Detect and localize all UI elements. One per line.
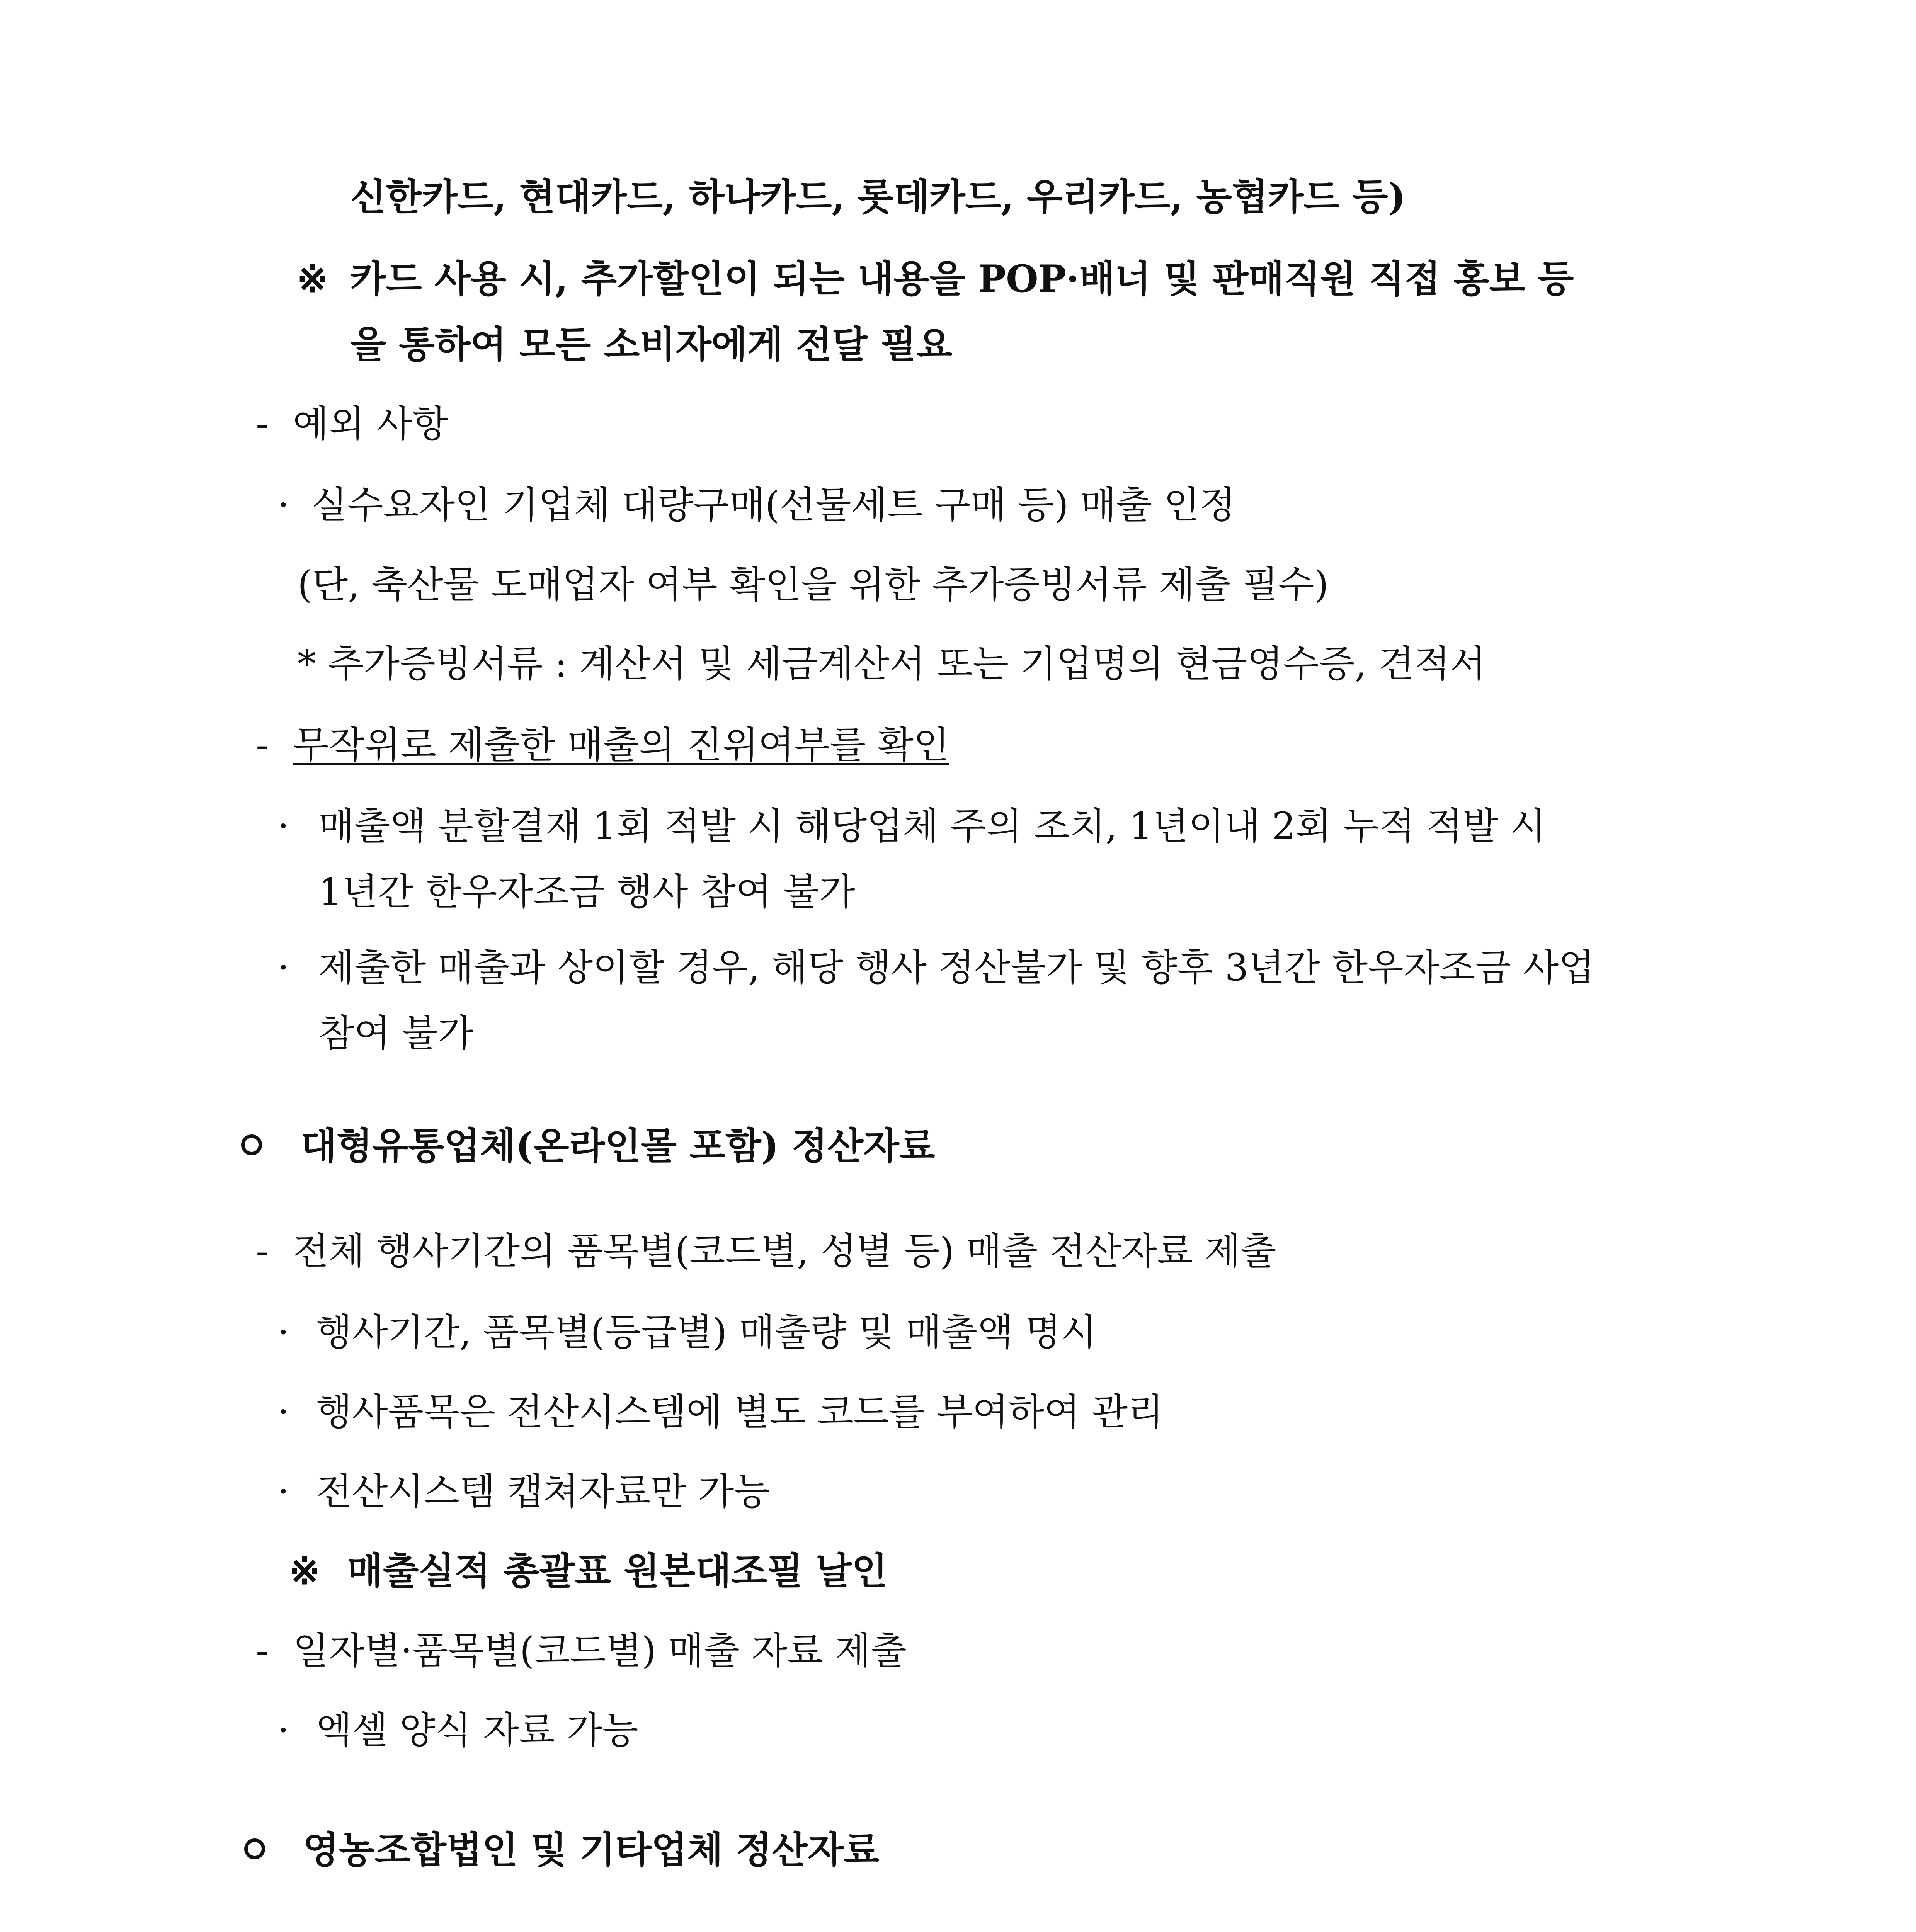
section-title-large-retail: 대형유통업체(온라인몰 포함) 정산자료 [301, 1124, 935, 1168]
exception-item-1-cont: (단, 축산물 도매업자 여부 확인을 위한 추가증빙서류 제출 필수) [298, 563, 1329, 606]
random-check-item-1-line-2: 1년간 한우자조금 행사 참여 불가 [318, 870, 855, 913]
cards-line: 신한카드, 현대카드, 하나카드, 롯데카드, 우리카드, 농협카드 등) [350, 175, 1406, 219]
farm-corp-item-1 [293, 1928, 1321, 1932]
exception-item-1-note: * 추가증빙서류 : 계산서 및 세금계산서 또는 기업명의 현금영수증, 견적서 [298, 642, 1486, 685]
large-retail-sub-3: 전산시스템 캡쳐자료만 가능 [316, 1470, 770, 1513]
dash-marker: - [256, 1230, 269, 1273]
dot-marker: · [277, 483, 289, 527]
note-mark: ※ [297, 257, 328, 301]
section-bullet-circle [244, 1838, 265, 1859]
dot-marker: · [277, 1470, 289, 1513]
card-note-line-1: 카드 사용 시, 추가할인이 되는 내용을 POP·배너 및 판매직원 직접 홍보 등 [350, 257, 1574, 301]
dot-marker: · [277, 804, 289, 848]
large-retail-sub-4: 엑셀 양식 자료 가능 [316, 1709, 638, 1752]
random-check-heading: 무작위로 제출한 매출의 진위여부를 확인 [293, 723, 949, 767]
section-bullet-circle [241, 1134, 262, 1155]
dot-marker: · [277, 1311, 289, 1354]
random-check-item-1-line-1: 매출액 분할결재 1회 적발 시 해당업체 주의 조치, 1년이내 2회 누적 적발 시 [318, 804, 1546, 848]
random-check-item-2-line-1: 제출한 매출과 상이할 경우, 해당 행사 정산불가 및 향후 3년간 한우자조금 사업 [318, 946, 1595, 989]
dash-marker: - [256, 723, 269, 767]
large-retail-sub-1: 행사기간, 품목별(등급별) 매출량 및 매출액 명시 [316, 1311, 1097, 1354]
dot-marker: · [277, 1390, 289, 1434]
large-retail-note: 매출실적 총괄표 원본대조필 날인 [347, 1549, 888, 1593]
random-check-item-2-line-2: 참여 불가 [318, 1012, 474, 1055]
dash-marker: - [256, 402, 269, 446]
large-retail-item-1: 전체 행사기간의 품목별(코드별, 성별 등) 매출 전산자료 제출 [293, 1230, 1276, 1273]
section-title-farm-corp: 영농조합법인 및 기타업체 정산자료 [303, 1828, 880, 1872]
dash-marker [256, 1928, 268, 1932]
dash-marker: - [256, 1629, 269, 1672]
large-retail-item-2: 일자별·품목별(코드별) 매출 자료 제출 [293, 1629, 907, 1672]
exception-item-1: 실수요자인 기업체 대량구매(선물세트 구매 등) 매출 인정 [311, 483, 1235, 527]
dot-marker: · [277, 1709, 289, 1752]
card-note-line-2: 을 통하여 모든 소비자에게 전달 필요 [350, 323, 953, 366]
dot-marker: · [277, 946, 289, 989]
note-mark: ※ [289, 1549, 320, 1593]
exceptions-heading: 예외 사항 [293, 402, 448, 446]
large-retail-sub-2: 행사품목은 전산시스템에 별도 코드를 부여하여 관리 [316, 1390, 1164, 1434]
